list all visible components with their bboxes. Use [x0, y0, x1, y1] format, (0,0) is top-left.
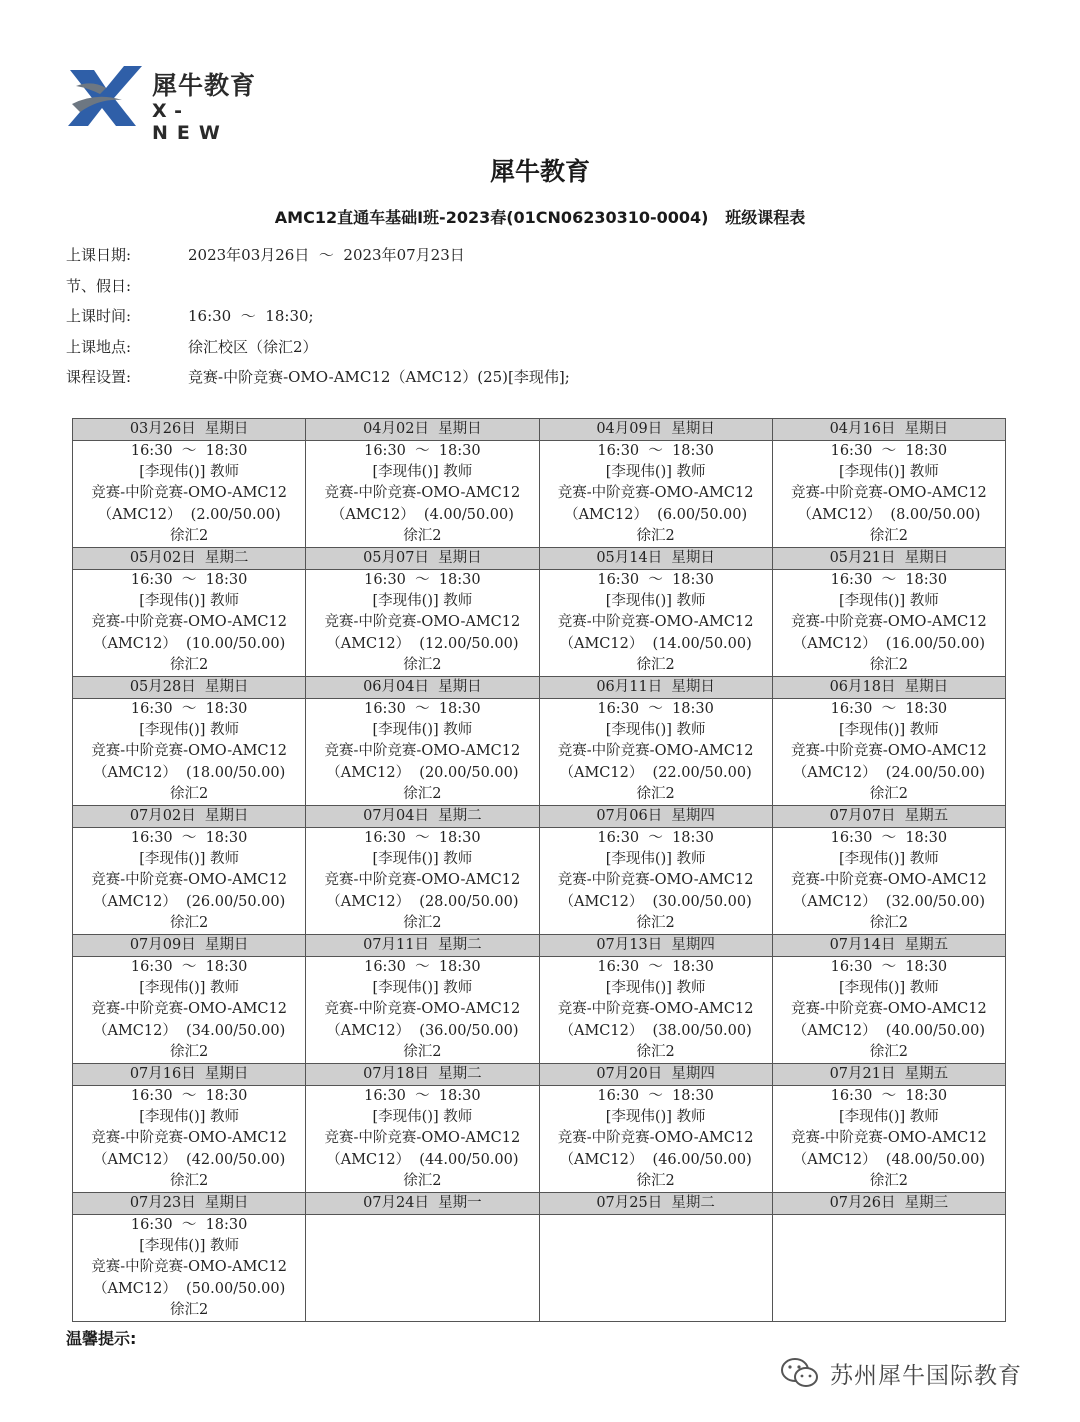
session-teacher: [李现伟()] 教师 — [839, 593, 939, 610]
session-progress: （AMC12） (8.00/50.00) — [797, 506, 981, 523]
session-cell — [772, 957, 1005, 1064]
info-label: 上课时间: — [66, 307, 132, 325]
session-cell — [73, 699, 306, 806]
session-cell — [772, 828, 1005, 935]
session-teacher: [李现伟()] 教师 — [139, 851, 239, 868]
session-course: 竞赛-中阶竞赛-OMO-AMC12 — [557, 485, 754, 502]
session-progress: （AMC12） (12.00/50.00) — [326, 635, 519, 652]
session-teacher: [李现伟()] 教师 — [139, 464, 239, 481]
session-progress: （AMC12） (10.00/50.00) — [92, 635, 286, 652]
session-progress: （AMC12） (46.00/50.00) — [559, 1151, 752, 1168]
session-cell — [772, 570, 1005, 677]
session-progress: （AMC12） (42.00/50.00) — [92, 1151, 286, 1168]
date-header-cell: 07月26日 星期三 — [772, 1193, 1005, 1215]
session-course: 竞赛-中阶竞赛-OMO-AMC12 — [791, 485, 987, 502]
session-time: 16:30 ～ 18:30 — [830, 959, 948, 975]
session-location: 徐汇2 — [636, 527, 675, 544]
session-location: 徐汇2 — [636, 914, 675, 931]
date-header-cell: 03月26日 星期日 — [73, 419, 306, 441]
session-cell — [306, 828, 539, 935]
session-course: 竞赛-中阶竞赛-OMO-AMC12 — [557, 872, 754, 889]
session-location: 徐汇2 — [170, 785, 209, 802]
info-label: 节、假日: — [66, 276, 132, 295]
session-time: 16:30 ～ 18:30 — [130, 443, 248, 459]
session-teacher: [李现伟()] 教师 — [139, 1109, 239, 1126]
info-row-location — [66, 332, 570, 363]
date-header-cell: 06月18日 星期日 — [772, 677, 1005, 699]
xnew-logo-icon — [66, 64, 146, 128]
session-time: 16:30 ～ 18:30 — [364, 959, 481, 975]
tip-label: 温馨提示: — [66, 1329, 137, 1348]
date-header-row — [73, 548, 1006, 570]
session-location: 徐汇2 — [869, 656, 908, 673]
date-header-cell: 07月02日 星期日 — [73, 806, 306, 828]
session-location: 徐汇2 — [636, 656, 675, 673]
date-header-cell: 04月02日 星期日 — [306, 419, 539, 441]
session-time: 16:30 ～ 18:30 — [597, 701, 714, 717]
session-time: 16:30 ～ 18:30 — [364, 701, 481, 717]
session-time: 16:30 ～ 18:30 — [130, 1217, 248, 1233]
session-time: 16:30 ～ 18:30 — [130, 701, 248, 717]
session-teacher: [李现伟()] 教师 — [372, 593, 473, 610]
empty-session-cell — [772, 1215, 1005, 1322]
session-teacher: [李现伟()] 教师 — [372, 1109, 473, 1126]
session-progress: （AMC12） (28.00/50.00) — [326, 893, 519, 910]
date-header-cell: 05月21日 星期日 — [772, 548, 1005, 570]
session-progress: （AMC12） (22.00/50.00) — [559, 764, 752, 781]
session-progress: （AMC12） (24.00/50.00) — [792, 764, 986, 781]
session-location: 徐汇2 — [869, 785, 908, 802]
session-location: 徐汇2 — [170, 656, 209, 673]
date-header-cell: 06月11日 星期日 — [539, 677, 772, 699]
session-teacher: [李现伟()] 教师 — [372, 980, 473, 997]
session-cell — [772, 441, 1005, 548]
session-row — [73, 1215, 1006, 1322]
session-location: 徐汇2 — [403, 785, 442, 802]
session-course: 竞赛-中阶竞赛-OMO-AMC12 — [791, 614, 987, 631]
session-time: 16:30 ～ 18:30 — [830, 701, 948, 717]
date-header-row — [73, 1193, 1006, 1215]
session-cell — [73, 1215, 306, 1322]
date-header-cell: 04月16日 星期日 — [772, 419, 1005, 441]
session-time: 16:30 ～ 18:30 — [130, 572, 248, 588]
session-row — [73, 957, 1006, 1064]
session-progress: （AMC12） (26.00/50.00) — [92, 893, 286, 910]
date-header-cell: 04月09日 星期日 — [539, 419, 772, 441]
date-header-row — [73, 806, 1006, 828]
info-label: 上课日期: — [66, 246, 132, 264]
date-header-cell: 07月20日 星期四 — [539, 1064, 772, 1086]
session-location: 徐汇2 — [636, 785, 675, 802]
session-cell — [772, 699, 1005, 806]
session-location: 徐汇2 — [170, 1301, 209, 1318]
session-teacher: [李现伟()] 教师 — [372, 464, 473, 481]
date-header-cell: 07月21日 星期五 — [772, 1064, 1005, 1086]
session-teacher: [李现伟()] 教师 — [605, 1109, 706, 1126]
info-value: 16:30 ～ 18:30; — [188, 307, 314, 325]
empty-session-cell — [306, 1215, 539, 1322]
session-course: 竞赛-中阶竞赛-OMO-AMC12 — [91, 485, 287, 502]
session-course: 竞赛-中阶竞赛-OMO-AMC12 — [324, 743, 521, 760]
session-cell — [772, 1086, 1005, 1193]
session-teacher: [李现伟()] 教师 — [139, 980, 239, 997]
document-subtitle: AMC12直通车基础I班-2023春(01CN06230310-0004) 班级课程表 — [274, 208, 806, 227]
session-teacher: [李现伟()] 教师 — [139, 1238, 239, 1255]
session-progress: （AMC12） (48.00/50.00) — [792, 1151, 986, 1168]
session-progress: （AMC12） (14.00/50.00) — [559, 635, 752, 652]
date-header-cell: 07月16日 星期日 — [73, 1064, 306, 1086]
session-row — [73, 828, 1006, 935]
session-cell — [73, 957, 306, 1064]
session-cell — [306, 441, 539, 548]
session-course: 竞赛-中阶竞赛-OMO-AMC12 — [91, 1259, 287, 1276]
session-course: 竞赛-中阶竞赛-OMO-AMC12 — [791, 1001, 987, 1018]
session-teacher: [李现伟()] 教师 — [839, 980, 939, 997]
date-header-cell: 07月04日 星期二 — [306, 806, 539, 828]
session-course: 竞赛-中阶竞赛-OMO-AMC12 — [557, 1001, 754, 1018]
date-header-cell: 07月18日 星期二 — [306, 1064, 539, 1086]
session-progress: （AMC12） (38.00/50.00) — [559, 1022, 752, 1039]
session-teacher: [李现伟()] 教师 — [839, 1109, 939, 1126]
session-course: 竞赛-中阶竞赛-OMO-AMC12 — [324, 872, 521, 889]
date-header-row — [73, 935, 1006, 957]
session-time: 16:30 ～ 18:30 — [364, 1088, 481, 1104]
date-header-cell: 07月06日 星期四 — [539, 806, 772, 828]
session-time: 16:30 ～ 18:30 — [597, 1088, 714, 1104]
session-course: 竞赛-中阶竞赛-OMO-AMC12 — [791, 743, 987, 760]
session-location: 徐汇2 — [170, 1172, 209, 1189]
session-cell — [306, 699, 539, 806]
session-row — [73, 699, 1006, 806]
session-teacher: [李现伟()] 教师 — [372, 722, 473, 739]
session-teacher: [李现伟()] 教师 — [605, 722, 706, 739]
session-cell — [306, 570, 539, 677]
date-header-cell: 05月07日 星期日 — [306, 548, 539, 570]
session-time: 16:30 ～ 18:30 — [364, 443, 481, 459]
session-course: 竞赛-中阶竞赛-OMO-AMC12 — [557, 1130, 754, 1147]
date-header-cell: 07月13日 星期四 — [539, 935, 772, 957]
session-time: 16:30 ～ 18:30 — [130, 959, 248, 975]
date-header-cell: 05月02日 星期二 — [73, 548, 306, 570]
session-time: 16:30 ～ 18:30 — [597, 572, 714, 588]
date-header-cell: 05月28日 星期日 — [73, 677, 306, 699]
session-cell — [306, 1086, 539, 1193]
session-cell — [539, 828, 772, 935]
session-cell — [73, 1086, 306, 1193]
session-time: 16:30 ～ 18:30 — [830, 443, 948, 459]
date-header-cell: 07月11日 星期二 — [306, 935, 539, 957]
session-cell — [539, 699, 772, 806]
session-teacher: [李现伟()] 教师 — [605, 593, 706, 610]
session-row — [73, 1086, 1006, 1193]
document-title: 犀牛教育 — [489, 157, 590, 186]
session-progress: （AMC12） (36.00/50.00) — [326, 1022, 519, 1039]
logo-name-en: X-NEW — [152, 100, 229, 144]
session-progress: （AMC12） (34.00/50.00) — [92, 1022, 286, 1039]
session-course: 竞赛-中阶竞赛-OMO-AMC12 — [791, 1130, 987, 1147]
session-time: 16:30 ～ 18:30 — [364, 830, 481, 846]
session-course: 竞赛-中阶竞赛-OMO-AMC12 — [791, 872, 987, 889]
session-location: 徐汇2 — [403, 914, 442, 931]
session-progress: （AMC12） (18.00/50.00) — [92, 764, 286, 781]
wechat-watermark — [780, 1356, 1022, 1390]
wechat-icon — [780, 1356, 820, 1390]
session-teacher: [李现伟()] 教师 — [839, 464, 939, 481]
session-location: 徐汇2 — [636, 1043, 675, 1060]
session-location: 徐汇2 — [170, 914, 209, 931]
info-row-dates — [66, 240, 570, 271]
session-course: 竞赛-中阶竞赛-OMO-AMC12 — [91, 872, 287, 889]
date-header-cell: 07月09日 星期日 — [73, 935, 306, 957]
session-location: 徐汇2 — [170, 527, 209, 544]
session-course: 竞赛-中阶竞赛-OMO-AMC12 — [91, 614, 287, 631]
session-progress: （AMC12） (32.00/50.00) — [792, 893, 986, 910]
session-time: 16:30 ～ 18:30 — [364, 572, 481, 588]
date-header-cell: 07月24日 星期一 — [306, 1193, 539, 1215]
session-row — [73, 570, 1006, 677]
info-value: 徐汇校区（徐汇2） — [188, 337, 318, 356]
session-course: 竞赛-中阶竞赛-OMO-AMC12 — [324, 614, 521, 631]
session-course: 竞赛-中阶竞赛-OMO-AMC12 — [91, 1001, 287, 1018]
info-label: 上课地点: — [66, 337, 132, 356]
session-cell — [73, 570, 306, 677]
date-header-row — [73, 677, 1006, 699]
xnew-logo — [66, 64, 257, 144]
date-header-cell: 06月04日 星期日 — [306, 677, 539, 699]
session-cell — [306, 957, 539, 1064]
session-time: 16:30 ～ 18:30 — [130, 830, 248, 846]
session-course: 竞赛-中阶竞赛-OMO-AMC12 — [91, 1130, 287, 1147]
session-teacher: [李现伟()] 教师 — [605, 851, 706, 868]
watermark-text: 苏州犀牛国际教育 — [830, 1362, 1022, 1389]
session-progress: （AMC12） (50.00/50.00) — [92, 1280, 286, 1297]
date-header-cell: 07月25日 星期二 — [539, 1193, 772, 1215]
info-value: 竞赛-中阶竞赛-OMO-AMC12（AMC12）(25)[李现伟]; — [188, 368, 570, 386]
session-teacher: [李现伟()] 教师 — [139, 722, 239, 739]
logo-name-cn: 犀牛教育 — [152, 71, 257, 100]
session-cell — [539, 1086, 772, 1193]
session-course: 竞赛-中阶竞赛-OMO-AMC12 — [557, 614, 754, 631]
session-teacher: [李现伟()] 教师 — [605, 464, 706, 481]
session-teacher: [李现伟()] 教师 — [372, 851, 473, 868]
date-header-row — [73, 419, 1006, 441]
session-location: 徐汇2 — [869, 527, 908, 544]
session-location: 徐汇2 — [869, 1043, 908, 1060]
session-time: 16:30 ～ 18:30 — [597, 443, 714, 459]
session-location: 徐汇2 — [403, 1043, 442, 1060]
info-row-course — [66, 362, 570, 393]
session-time: 16:30 ～ 18:30 — [830, 1088, 948, 1104]
session-time: 16:30 ～ 18:30 — [830, 830, 948, 846]
session-progress: （AMC12） (4.00/50.00) — [330, 506, 514, 523]
session-location: 徐汇2 — [170, 1043, 209, 1060]
session-progress: （AMC12） (2.00/50.00) — [97, 506, 281, 523]
session-location: 徐汇2 — [403, 1172, 442, 1189]
session-progress: （AMC12） (40.00/50.00) — [792, 1022, 986, 1039]
date-header-cell: 05月14日 星期日 — [539, 548, 772, 570]
session-cell — [73, 828, 306, 935]
session-location: 徐汇2 — [869, 1172, 908, 1189]
session-location: 徐汇2 — [403, 656, 442, 673]
session-cell — [539, 570, 772, 677]
date-header-row — [73, 1064, 1006, 1086]
session-cell — [73, 441, 306, 548]
date-header-cell: 07月14日 星期五 — [772, 935, 1005, 957]
info-value: 2023年03月26日 ～ 2023年07月23日 — [188, 246, 465, 264]
session-time: 16:30 ～ 18:30 — [597, 959, 714, 975]
session-teacher: [李现伟()] 教师 — [839, 722, 939, 739]
session-progress: （AMC12） (6.00/50.00) — [564, 506, 748, 523]
session-cell — [539, 957, 772, 1064]
info-row-holidays — [66, 271, 570, 302]
session-progress: （AMC12） (20.00/50.00) — [326, 764, 519, 781]
session-row — [73, 441, 1006, 548]
session-course: 竞赛-中阶竞赛-OMO-AMC12 — [324, 485, 521, 502]
session-progress: （AMC12） (44.00/50.00) — [326, 1151, 519, 1168]
session-course: 竞赛-中阶竞赛-OMO-AMC12 — [324, 1130, 521, 1147]
session-time: 16:30 ～ 18:30 — [597, 830, 714, 846]
session-course: 竞赛-中阶竞赛-OMO-AMC12 — [91, 743, 287, 760]
info-row-time — [66, 301, 570, 332]
date-header-cell: 07月07日 星期五 — [772, 806, 1005, 828]
session-cell — [539, 441, 772, 548]
session-course: 竞赛-中阶竞赛-OMO-AMC12 — [324, 1001, 521, 1018]
info-label: 课程设置: — [66, 368, 132, 386]
class-info — [66, 240, 570, 393]
session-progress: （AMC12） (16.00/50.00) — [792, 635, 986, 652]
session-teacher: [李现伟()] 教师 — [839, 851, 939, 868]
session-course: 竞赛-中阶竞赛-OMO-AMC12 — [557, 743, 754, 760]
date-header-cell: 07月23日 星期日 — [73, 1193, 306, 1215]
session-location: 徐汇2 — [636, 1172, 675, 1189]
session-location: 徐汇2 — [869, 914, 908, 931]
session-teacher: [李现伟()] 教师 — [605, 980, 706, 997]
session-progress: （AMC12） (30.00/50.00) — [559, 893, 752, 910]
session-time: 16:30 ～ 18:30 — [830, 572, 948, 588]
schedule-table — [72, 418, 1006, 1322]
empty-session-cell — [539, 1215, 772, 1322]
session-location: 徐汇2 — [403, 527, 442, 544]
session-teacher: [李现伟()] 教师 — [139, 593, 239, 610]
session-time: 16:30 ～ 18:30 — [130, 1088, 248, 1104]
